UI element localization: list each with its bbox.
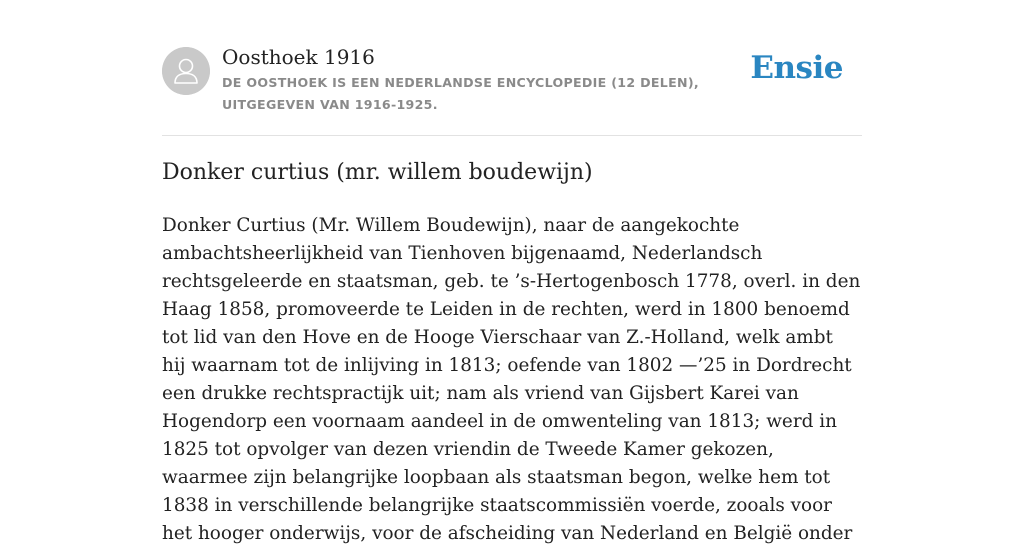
source-description: DE OOSTHOEK IS EEN NEDERLANDSE ENCYCLOPEDIE (12 DELEN), UITGEGEVEN VAN 1916-1925. [222, 75, 699, 112]
article-body: Donker Curtius (Mr. Willem Boudewijn), naar de aangekochte ambachtsheerlijkheid van Tienhoven bijgenaamd, Nederlandsch rechtsgeleerde en staatsman, geb. te ’s-Hertogenbosch 1778, overl. in den Haag 1858, promoveerde te Leiden in de rechten, werd in 1800 benoemd tot lid van den Hove en de Hooge Vierschaar van Z.-Holland, welk ambt hij waarnam tot de inlijving in 1813; oefende van 1802 —’25 in Dordrecht een drukke rechtspractijk uit; nam als vriend van Gijsbert Karei van Hogendorp een voornaam aandeel in de omwenteling van 1813; werd in 1825 tot opvolger van dezen vriendin de Tweede Kamer gekozen, waarmee zijn belangrijke loopbaan als staatsman begon, welke hem tot 1838 in verschillende belangrijke staatscommissiën voerde, zooals voor het hooger onderwijs, voor de afscheiding van Nederland en België onder [162, 215, 861, 544]
user-avatar-icon [162, 47, 210, 95]
article-title: Donker curtius (mr. willem boudewijn) [162, 160, 593, 185]
ensie-logo[interactable]: Ensie [750, 50, 843, 86]
source-header [162, 0, 862, 136]
source-name[interactable]: Oosthoek 1916 [222, 45, 375, 69]
page-container [162, 0, 862, 544]
